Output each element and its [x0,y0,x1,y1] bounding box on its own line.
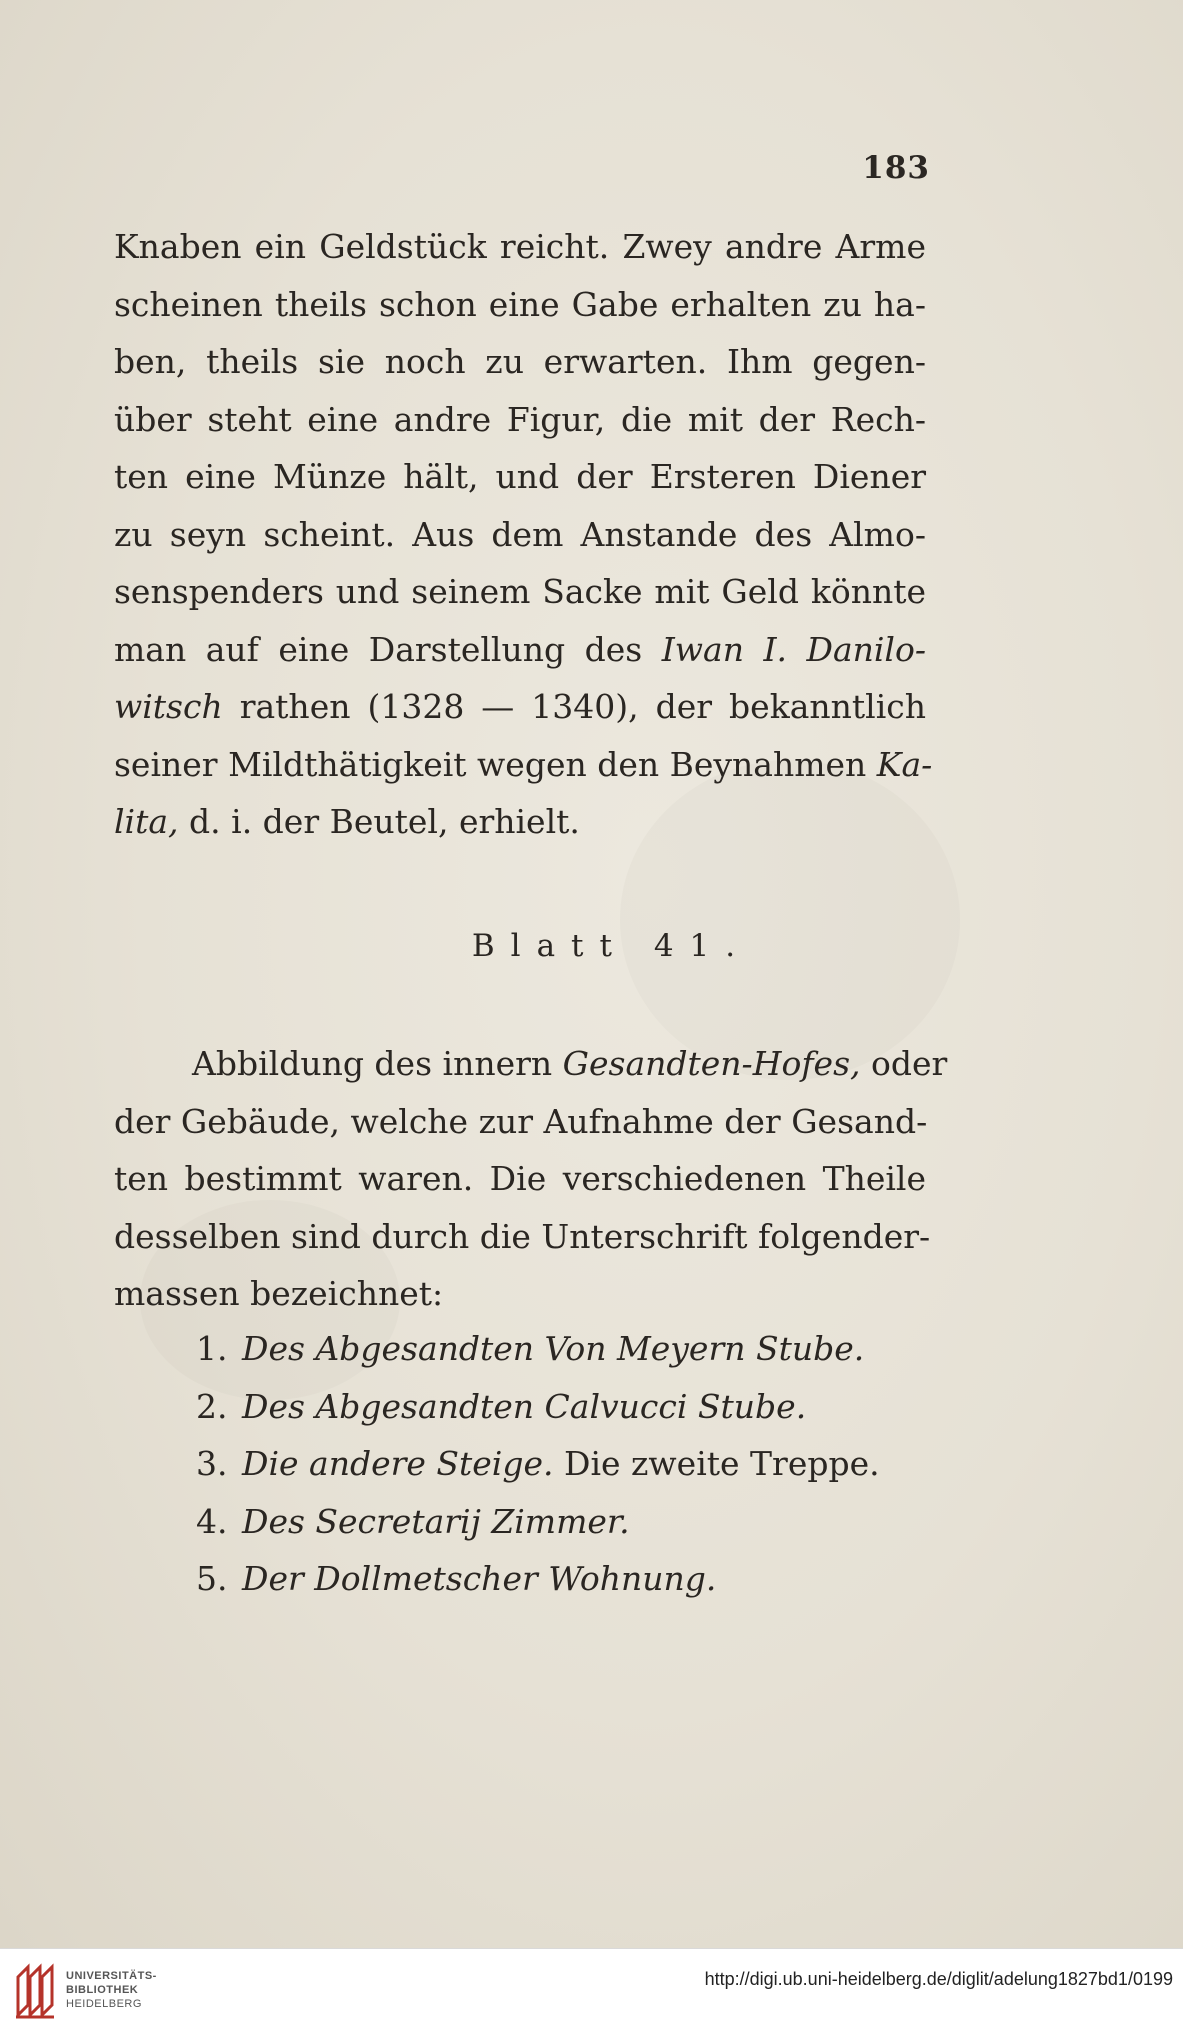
list-item [196,1320,916,1378]
list-item-number: 1. [196,1329,228,1368]
text-run: man auf eine Darstellung des [114,629,662,669]
text-line [114,678,926,736]
paragraph-2 [114,1035,948,1323]
text-line [114,448,926,506]
list-item-number: 3. [196,1444,228,1483]
italic-text: Des Abgesandten Von Meyern Stube. [242,1329,865,1368]
text-run: der Gebäude, welche zur Aufnahme der Gesand- [114,1101,928,1141]
text-run: scheinen theils schon eine Gabe erhalten zu ha- [114,284,926,324]
text-line [114,1265,926,1323]
italic-text: Ka- [876,744,933,784]
text-line [114,506,926,564]
text-line [114,1093,926,1151]
italic-text: Iwan I. Danilo- [661,629,926,669]
text-run: ten bestimmt waren. Die verschiedenen Theile [114,1159,926,1198]
text-line [114,218,926,276]
text-run: seiner Mildthätigkeit wegen den Beynahmen [114,744,877,784]
page-number: 183 [862,150,930,186]
text-line [114,1208,931,1266]
paragraph-1 [114,218,933,851]
list-item [196,1435,916,1493]
text-line [114,1035,948,1093]
text-line [114,736,933,794]
italic-text: witsch [114,687,223,726]
italic-text: Des Secretarij Zimmer. [242,1501,630,1541]
university-library-logo-icon [14,1963,58,2019]
text-line [114,563,926,621]
library-name-line-2: BIBLIOTHEK [66,1984,139,1996]
text-run: Abbildung des innern [192,1044,563,1083]
text-line [114,1150,926,1208]
list-item [196,1378,916,1436]
text-line [114,276,926,334]
list-item [196,1550,916,1608]
list-item-number: 2. [196,1386,228,1426]
italic-text: lita, [114,802,179,841]
library-name-line-3: HEIDELBERG [66,1998,142,2010]
text-run: senspenders und seinem Sacke mit Geld könnte [114,572,926,611]
source-url-link[interactable]: http://digi.ub.uni-heidelberg.de/diglit/adelung1827bd1/0199 [704,1969,1173,1989]
text-run: rathen (1328 — 1340), der bekanntlich [222,687,926,726]
italic-text: Gesandten-Hofes, [562,1044,861,1083]
library-name [66,1969,157,2011]
text-line [114,793,926,851]
list-item-number: 4. [196,1501,228,1541]
text-run: ben, theils sie noch zu erwarten. Ihm gegen- [114,342,926,381]
text-line [114,621,926,679]
text-run: Knaben ein Geldstück reicht. Zwey andre Arme [114,227,926,266]
italic-text: Der Dollmetscher Wohnung. [242,1559,717,1598]
list-item [196,1493,916,1551]
section-heading: Blatt 41. [471,928,752,964]
library-name-line-1: UNIVERSITÄTS- [66,1970,157,1982]
text-line [114,333,926,391]
text-run: über steht eine andre Figur, die mit der Rech- [114,399,926,439]
text-run: zu seyn scheint. Aus dem Anstande des Almo- [114,514,926,554]
footer-bar [0,1948,1183,2034]
text-run: desselben sind durch die Unterschrift folgender- [114,1216,931,1256]
italic-text: Des Abgesandten Calvucci Stube. [242,1386,807,1426]
text-run: massen bezeichnet: [114,1274,444,1313]
list-item-number: 5. [196,1559,228,1598]
text-run: d. i. der Beutel, erhielt. [178,802,580,841]
text-run: Die zweite Treppe. [553,1444,880,1483]
caption-list [196,1320,916,1608]
text-line [114,391,926,449]
text-run: ten eine Münze hält, und der Ersteren Diener [114,457,926,496]
text-run: oder [860,1044,948,1083]
italic-text: Die andere Steige. [242,1444,554,1483]
